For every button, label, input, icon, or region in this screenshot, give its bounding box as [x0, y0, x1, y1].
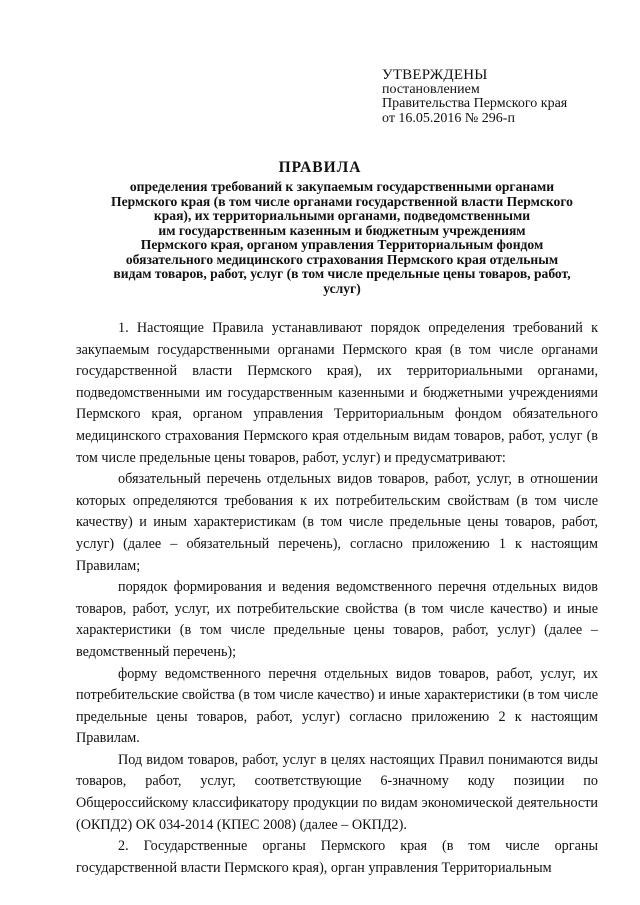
paragraph-2: 2. Государственные органы Пермского края (в том числе органы государственной власти Пермского края), орган управления Территориальным: [76, 838, 598, 876]
approval-line: Правительства Пермского края: [382, 96, 568, 111]
document-title: ПРАВИЛА: [278, 159, 362, 176]
approval-stamp: [382, 68, 622, 126]
subtitle-line: видам товаров, работ, услуг (в том числе предельные цены товаров, работ,: [113, 266, 571, 281]
paragraph-list-item: обязательный перечень отдельных видов товаров, работ, услуг, в отношении которых определяются требования к их потребительским свойствам (в том числе качеству) и иным характеристикам (в том числе предельные цены товаров, работ, услуг) (далее – обязательный перечень), согласно приложению 1 к настоящим Правилам;: [76, 471, 598, 574]
paragraph-list-item: форму ведомственного перечня отдельных видов товаров, работ, услуг, их потребительские свойства (в том числе качество) и иные характеристики (в том числе предельные цены товаров, работ, услуг) согласно приложению 2 к настоящим Правилам.: [76, 665, 598, 747]
paragraph-list-item: порядок формирования и ведения ведомственного перечня отдельных видов товаров, работ, услуг, их потребительские свойства (в том числе качество) и иные характеристики (в том числе предельные цены товаров, работ, услуг) (далее – ведомственный перечень);: [76, 579, 598, 660]
paragraph-definition: Под видом товаров, работ, услуг в целях настоящих Правил понимаются виды товаров, работ, услуг, соответствующие 6-значному коду позиции по Общероссийскому классификатору продукции по видам экономической деятельности (ОКПД2) ОК 034-2014 (КПЕС 2008) (далее – ОКПД2).: [76, 751, 598, 833]
approval-date: от 16.05.2016 № 296-п: [382, 110, 515, 126]
subtitle-line: определения требований к закупаемым государственными органами: [129, 179, 555, 194]
subtitle-line: обязательного медицинского страхования Пермского края отдельным: [125, 251, 559, 267]
subtitle-line: Пермского края, органом управления Территориальным фондом: [140, 237, 544, 252]
subtitle-line: края), их территориальными органами, подведомственными: [153, 208, 531, 223]
document-body: [76, 318, 598, 879]
subtitle-line: услуг): [323, 280, 361, 296]
approval-line: постановлением: [382, 81, 480, 97]
document-subtitle: [88, 180, 596, 296]
subtitle-line: им государственным казенным и бюджетным учреждениям: [158, 222, 526, 238]
approval-heading: УТВЕРЖДЕНЫ: [382, 67, 488, 83]
subtitle-line: Пермского края (в том числе органами государственной власти Пермского: [111, 193, 573, 209]
paragraph-1: 1. Настоящие Правила устанавливают порядок определения требований к закупаемым государственными органами Пермского края (в том числе органами государственной власти Пермского края), их территориальными органами, подведомственными им государственным казенными и бюджетными учреждениями Пермского края, органом управления Территориальным фондом обязательного медицинского страхования Пермского края отдельным видам товаров, работ, услуг (в том числе предельные цены товаров, работ, услуг) и предусматривают:: [76, 320, 598, 466]
